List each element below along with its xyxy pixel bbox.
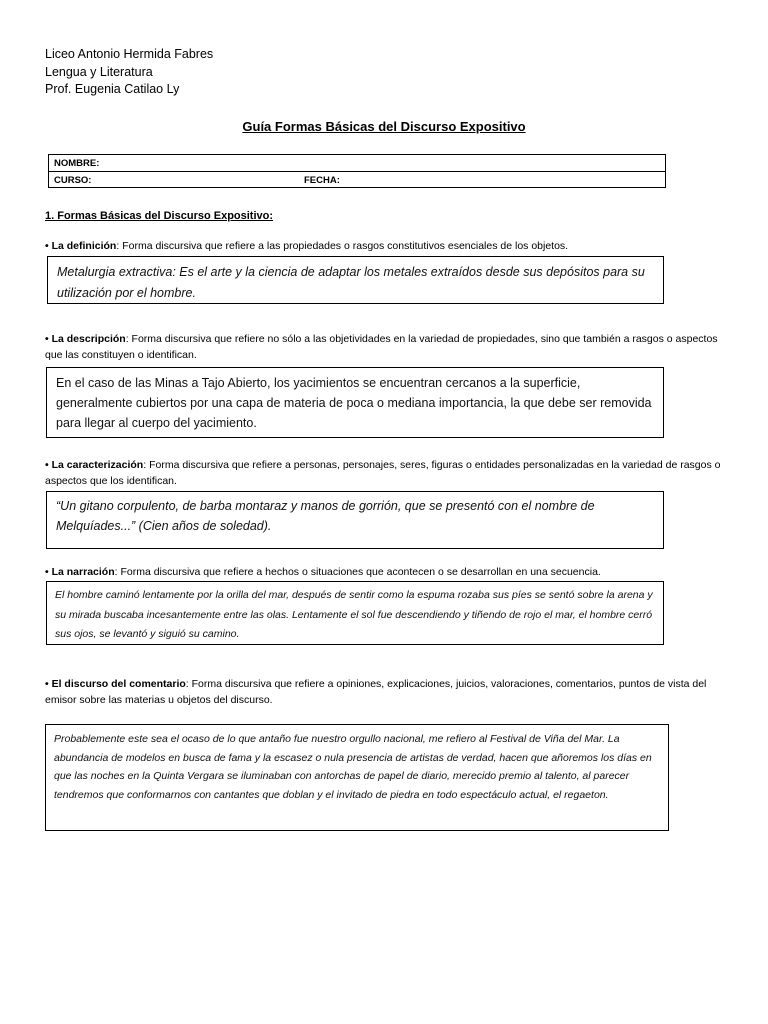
item-term: • La caracterización — [45, 459, 144, 471]
item-term: • El discurso del comentario — [45, 678, 186, 690]
example-text: En el caso de las Minas a Tajo Abierto, los yacimientos se encuentran cercanos a la superficie, generalmente cubiertos por una capa de materia de poca o mediana importancia, la que debe ser removida para llegar al cuerpo del yacimiento. — [56, 376, 652, 430]
item-description-form — [45, 331, 725, 363]
course-label: CURSO: — [54, 175, 92, 186]
item-description: : Forma discursiva que refiere a las propiedades o rasgos constitutivos esenciales de los objetos. — [116, 240, 569, 252]
example-box-description — [46, 367, 664, 438]
name-row — [49, 155, 665, 172]
example-box-narration — [46, 581, 664, 645]
item-description: : Forma discursiva que refiere no sólo a las objetividades en la variedad de propiedades, sino que también a rasgos o aspectos que las constituyen o identifican. — [45, 333, 718, 361]
item-term: • La narración — [45, 566, 115, 578]
item-commentary — [45, 676, 725, 708]
item-description: : Forma discursiva que refiere a opiniones, explicaciones, juicios, valoraciones, comentarios, puntos de vista del emisor sobre las materias u objetos del discurso. — [45, 678, 707, 706]
page-title: Guía Formas Básicas del Discurso Expositivo — [242, 119, 526, 134]
item-description: : Forma discursiva que refiere a hechos o situaciones que acontecen o se desarrollan en una secuencia. — [114, 566, 601, 578]
date-label: FECHA: — [304, 175, 340, 186]
subject-name: Lengua y Literatura — [45, 64, 153, 79]
example-box-definition — [47, 256, 664, 304]
section-title: 1. Formas Básicas del Discurso Expositivo: — [45, 210, 274, 222]
item-definition — [45, 238, 725, 254]
name-label: NOMBRE: — [54, 158, 100, 169]
example-text: El hombre caminó lentamente por la orilla del mar, después de sentir como la espuma rozaba sus píes se sentó sobre la arena y su mirada buscaba incesantemente entre las olas. Lentamente el sol fue descendiendo y tiñendo de rojo el mar, el hombre cerró sus ojos, se levantó y siguió su camino. — [55, 589, 653, 640]
item-characterization — [45, 457, 725, 489]
item-term: • La definición — [45, 240, 117, 252]
school-header — [45, 46, 213, 99]
school-name: Liceo Antonio Hermida Fabres — [45, 47, 214, 61]
example-box-commentary — [45, 724, 669, 831]
example-text: “Un gitano corpulento, de barba montaraz y manos de gorrión, que se presentó con el nombre de Melquíades...” (Cien años de soledad). — [56, 499, 595, 533]
course-row — [49, 172, 665, 188]
example-box-characterization — [46, 491, 664, 549]
example-text: Metalurgia extractiva: Es el arte y la ciencia de adaptar los metales extraídos desde sus depósitos para su utilización por el hombre. — [57, 265, 645, 300]
item-description: : Forma discursiva que refiere a personas, personajes, seres, figuras o entidades personalizadas en la variedad de rasgos o aspectos que los identifican. — [45, 459, 721, 487]
item-term: • La descripción — [45, 333, 126, 345]
teacher-name: Prof. Eugenia Catilao Ly — [45, 82, 180, 96]
student-info-table — [48, 154, 666, 188]
example-text: Probablemente este sea el ocaso de lo que antaño fue nuestro orgullo nacional, me refiero al Festival de Viña del Mar. La abundancia de modelos en busca de fama y la escasez o nula presencia de artistas de verdad, hacen que añoremos los días en que las noches en la Quinta Vergara se iluminaban con antorchas de papel de diario, merecido premio al talento, al parecer tendremos que conformarnos con cantantes que doblan y el invitado de piedra en todo espectáculo actual, el regaeton. — [54, 733, 652, 801]
item-narration — [45, 564, 725, 580]
